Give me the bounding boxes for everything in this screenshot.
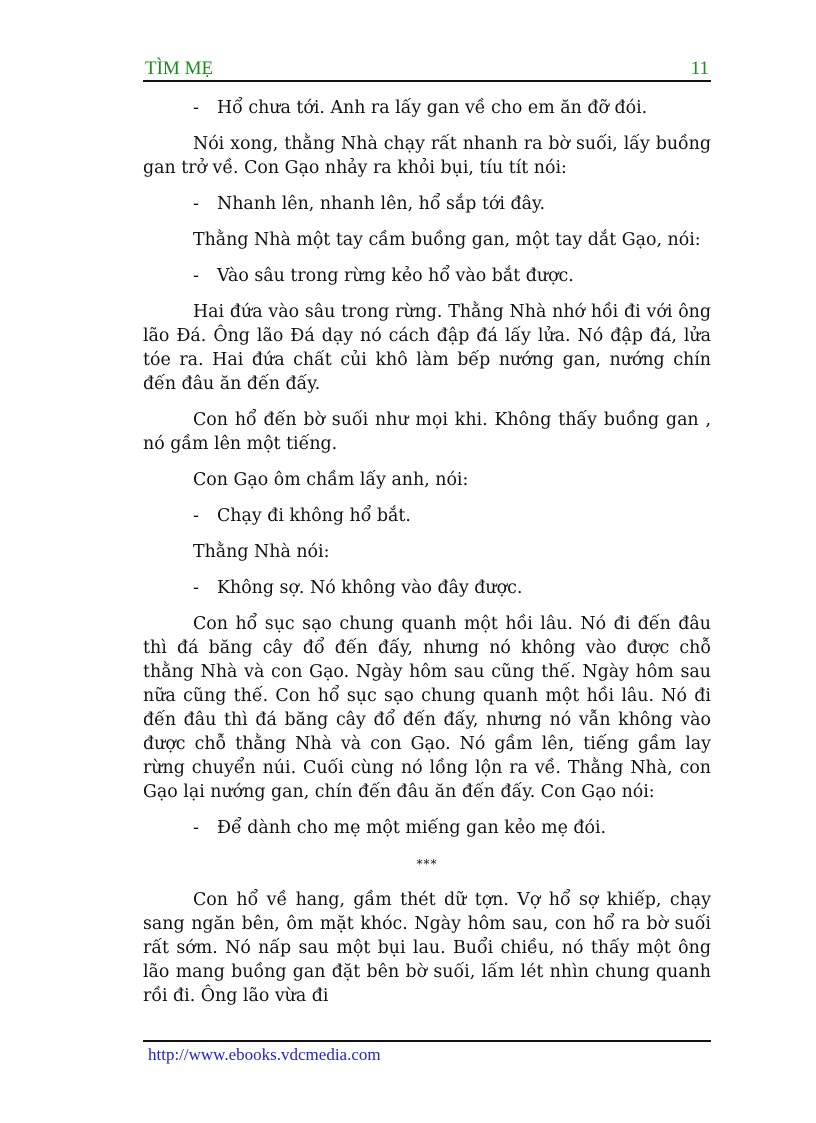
footer-rule <box>143 1040 711 1042</box>
dialogue-line: - Vào sâu trong rừng kẻo hổ vào bắt được. <box>193 266 574 286</box>
dialogue-line: - Không sợ. Nó không vào đây được. <box>193 578 523 598</box>
narrative-paragraph: Hai đứa vào sâu trong rừng. Thằng Nhà nhớ hồi đi với ông lão Đá. Ông lão Đá dạy nó cách đập đá lấy lửa. Nó đập đá, lửa tóe ra. Hai đứa chất củi khô làm bếp nướng gan, nướng chín đến đâu ăn đến đấy. <box>143 302 711 394</box>
page-number: 11 <box>690 58 709 79</box>
footer-url[interactable]: http://www.ebooks.vdcmedia.com <box>148 1045 381 1064</box>
section-separator: *** <box>416 857 438 871</box>
narrative-paragraph: Thằng Nhà một tay cầm buồng gan, một tay dắt Gạo, nói: <box>193 230 701 250</box>
narrative-paragraph: Con hổ đến bờ suối như mọi khi. Không thấy buồng gan , nó gầm lên một tiếng. <box>143 410 711 454</box>
narrative-paragraph: Con Gạo ôm chầm lấy anh, nói: <box>193 470 469 490</box>
page-header <box>143 58 711 80</box>
dialogue-dash: - <box>193 818 199 838</box>
dialogue-line: - Nhanh lên, nhanh lên, hổ sắp tới đây. <box>193 194 546 214</box>
header-rule <box>143 80 711 82</box>
narrative-paragraph: Nói xong, thằng Nhà chạy rất nhanh ra bờ suối, lấy buồng gan trở về. Con Gạo nhảy ra khỏi bụi, tíu tít nói: <box>143 134 711 178</box>
dialogue-line: - Chạy đi không hổ bắt. <box>193 506 411 526</box>
page-body <box>143 96 711 1008</box>
dialogue-line: - Hổ chưa tới. Anh ra lấy gan về cho em ăn đỡ đói. <box>193 98 648 118</box>
narrative-paragraph: Con hổ sục sạo chung quanh một hồi lâu. Nó đi đến đâu thì đá băng cây đổ đến đấy, nhưng nó không vào được chỗ thằng Nhà và con Gạo. Ngày hôm sau cũng thế. Ngày hôm sau nữa cũng thế. Con hổ sục sạo chung quanh một hồi lâu. Nó đi đến đâu thì đá băng cây đổ đến đấy, nhưng nó vẫn không vào được chỗ thằng Nhà và con Gạo. Nó gầm lên, tiếng gầm lay rừng chuyển núi. Cuối cùng nó lồng lộn ra về. Thằng Nhà, con Gạo lại nướng gan, chín đến đâu ăn đến đấy. Con Gạo nói: <box>143 614 711 802</box>
dialogue-dash: - <box>193 98 199 118</box>
dialogue-dash: - <box>193 194 199 214</box>
dialogue-dash: - <box>193 578 199 598</box>
dialogue-line: - Để dành cho mẹ một miếng gan kẻo mẹ đói. <box>193 818 607 838</box>
narrative-paragraph: Thằng Nhà nói: <box>193 542 330 562</box>
chapter-title: TÌM MẸ <box>145 58 214 79</box>
dialogue-dash: - <box>193 506 199 526</box>
dialogue-dash: - <box>193 266 199 286</box>
narrative-paragraph: Con hổ về hang, gầm thét dữ tợn. Vợ hổ sợ khiếp, chạy sang ngăn bên, ôm mặt khóc. Ngày hôm sau, con hổ ra bờ suối rất sớm. Nó nấp sau một bụi lau. Buổi chiều, nó thấy một ông lão mang buồng gan đặt bên bờ suối, lấm lét nhìn chung quanh rồi đi. Ông lão vừa đi <box>143 890 711 1006</box>
